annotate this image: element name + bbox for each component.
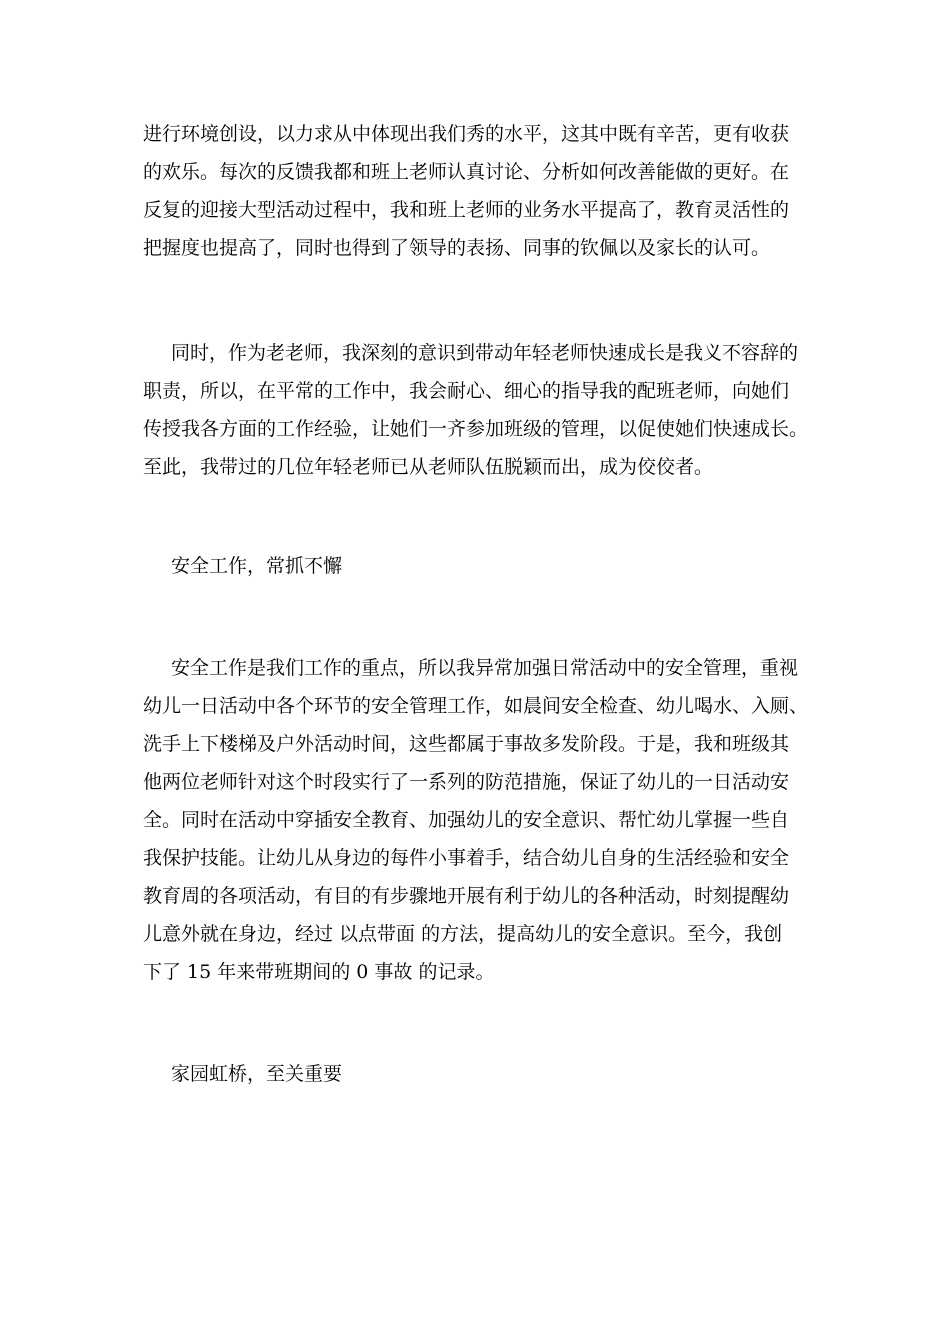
text-line: 同时，作为老老师，我深刻的意识到带动年轻老师快速成长是我义不容辞的 <box>171 342 799 364</box>
heading-text: 家园虹桥，至关重要 <box>171 1063 343 1085</box>
text-line: 至此，我带过的几位年轻老师已从老师队伍脱颖而出，成为佼佼者。 <box>143 456 714 478</box>
paragraph-environment <box>143 115 815 267</box>
section-heading-home <box>171 1055 843 1093</box>
text-line: 儿意外就在身边，经过 以点带面 的方法，提高幼儿的安全意识。至今，我创 <box>143 923 783 945</box>
paragraph-mentoring <box>143 334 815 486</box>
text-line: 进行环境创设，以力求从中体现出我们秀的水平，这其中既有辛苦，更有收获 <box>143 123 790 145</box>
text-line: 洗手上下楼梯及户外活动时间，这些都属于事故多发阶段。于是，我和班级其 <box>143 733 790 755</box>
text-line: 幼儿一日活动中各个环节的安全管理工作，如晨间安全检查、幼儿喝水、入厕、 <box>143 695 809 717</box>
text-line: 下了 15 年来带班期间的 0 事故 的记录。 <box>143 961 495 983</box>
text-line: 全。同时在活动中穿插安全教育、加强幼儿的安全意识、帮忙幼儿掌握一些自 <box>143 809 790 831</box>
paragraph-safety <box>143 649 815 991</box>
text-line: 教育周的各项活动，有目的有步骤地开展有利于幼儿的各种活动，时刻提醒幼 <box>143 885 790 907</box>
text-line: 传授我各方面的工作经验，让她们一齐参加班级的管理，以促使她们快速成长。 <box>143 418 809 440</box>
text-line: 职责，所以，在平常的工作中，我会耐心、细心的指导我的配班老师，向她们 <box>143 380 790 402</box>
text-line: 把握度也提高了，同时也得到了领导的表扬、同事的钦佩以及家长的认可。 <box>143 237 771 259</box>
text-line: 我保护技能。让幼儿从身边的每件小事着手，结合幼儿自身的生活经验和安全 <box>143 847 790 869</box>
text-line: 他两位老师针对这个时段实行了一系列的防范措施，保证了幼儿的一日活动安 <box>143 771 790 793</box>
text-line: 安全工作是我们工作的重点，所以我异常加强日常活动中的安全管理，重视 <box>171 657 799 679</box>
text-line: 反复的迎接大型活动过程中，我和班上老师的业务水平提高了，教育灵活性的 <box>143 199 790 221</box>
text-line: 的欢乐。每次的反馈我都和班上老师认真讨论、分析如何改善能做的更好。在 <box>143 161 790 183</box>
heading-text: 安全工作，常抓不懈 <box>171 555 343 577</box>
section-heading-safety <box>171 547 843 585</box>
